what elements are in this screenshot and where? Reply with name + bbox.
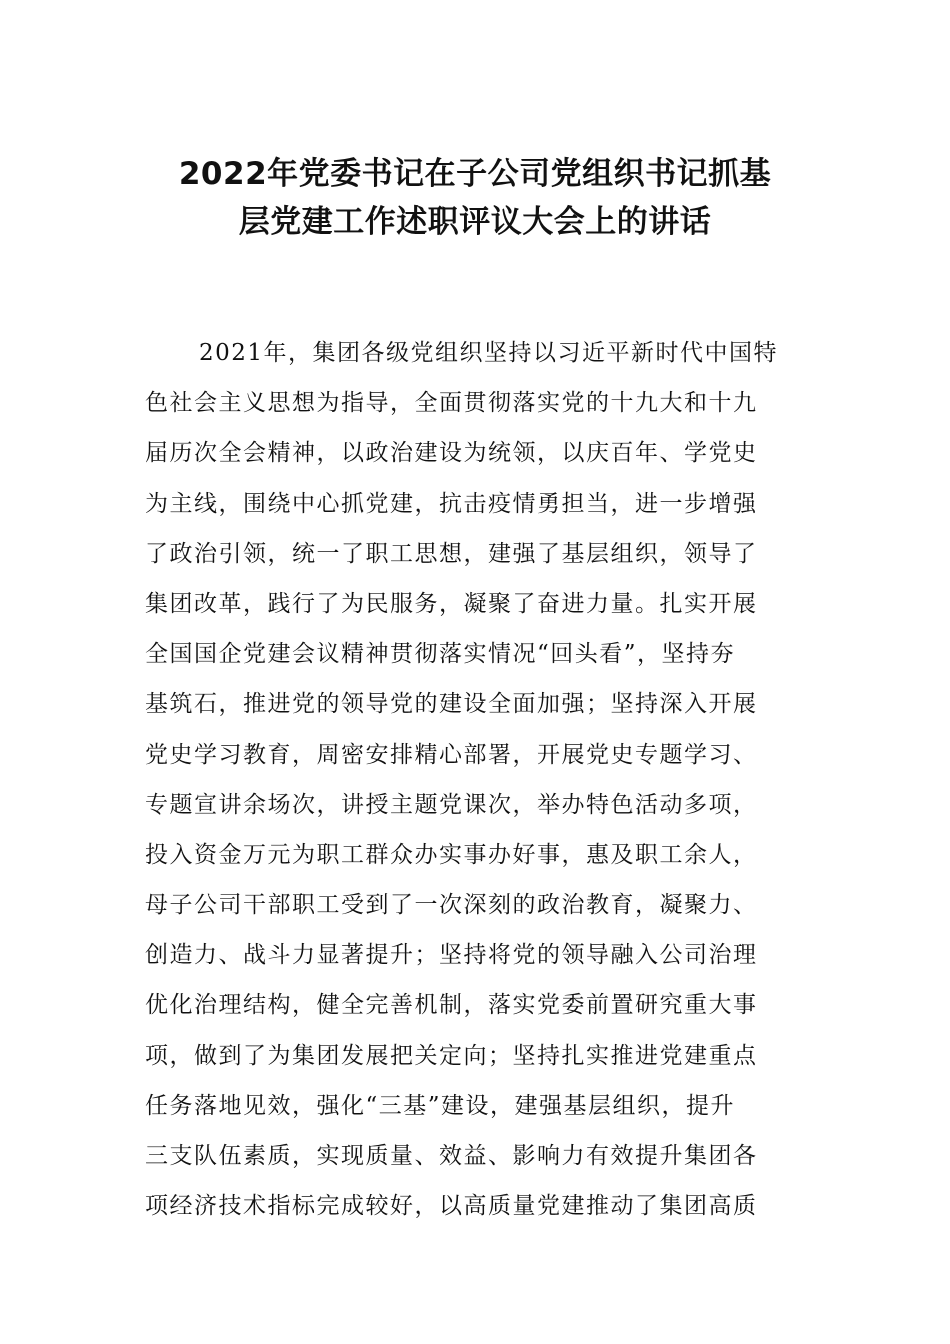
body-line-9: 党史学习教育，周密安排精心部署，开展党史专题学习、 (145, 741, 758, 768)
title-line-1: 2022年党委书记在子公司党组织书记抓基 (178, 156, 772, 192)
body-line-2: 色社会主义思想为指导，全面贯彻落实党的十九大和十九 (145, 390, 758, 417)
body-line-1: 2021年，集团各级党组织坚持以习近平新时代中国特 (199, 340, 779, 366)
body-line-11: 投入资金万元为职工群众办实事办好事，惠及职工余人， (145, 841, 758, 868)
body-line-14: 优化治理结构，健全完善机制，落实党委前置研究重大事 (145, 992, 758, 1019)
body-line-7: 全国国企党建会议精神贯彻落实情况“回头看”，坚持夯 (145, 641, 736, 668)
body-line-3: 届历次全会精神，以政治建设为统领，以庆百年、学党史 (145, 440, 758, 467)
body-line-16: 任务落地见效，强化“三基”建设，建强基层组织，提升 (145, 1092, 736, 1119)
body-line-5: 了政治引领，统一了职工思想，建强了基层组织，领导了 (145, 540, 758, 567)
document-title (120, 150, 830, 246)
body-line-10: 专题宣讲余场次，讲授主题党课次，举办特色活动多项， (145, 791, 758, 818)
body-line-13: 创造力、战斗力显著提升；坚持将党的领导融入公司治理 (145, 942, 758, 969)
body-line-18: 项经济技术指标完成较好，以高质量党建推动了集团高质 (145, 1193, 758, 1220)
body-line-4: 为主线，围绕中心抓党建，抗击疫情勇担当，进一步增强 (145, 490, 758, 517)
body-line-8: 基筑石，推进党的领导党的建设全面加强；坚持深入开展 (145, 691, 758, 718)
body-line-6: 集团改革，践行了为民服务，凝聚了奋进力量。扎实开展 (145, 590, 758, 617)
body-line-17: 三支队伍素质，实现质量、效益、影响力有效提升集团各 (145, 1143, 758, 1169)
document-body (145, 328, 815, 1231)
body-line-12: 母子公司干部职工受到了一次深刻的政治教育，凝聚力、 (145, 892, 758, 919)
title-line-2: 层党建工作述职评议大会上的讲话 (238, 204, 712, 240)
body-line-15: 项，做到了为集团发展把关定向；坚持扎实推进党建重点 (145, 1042, 758, 1069)
